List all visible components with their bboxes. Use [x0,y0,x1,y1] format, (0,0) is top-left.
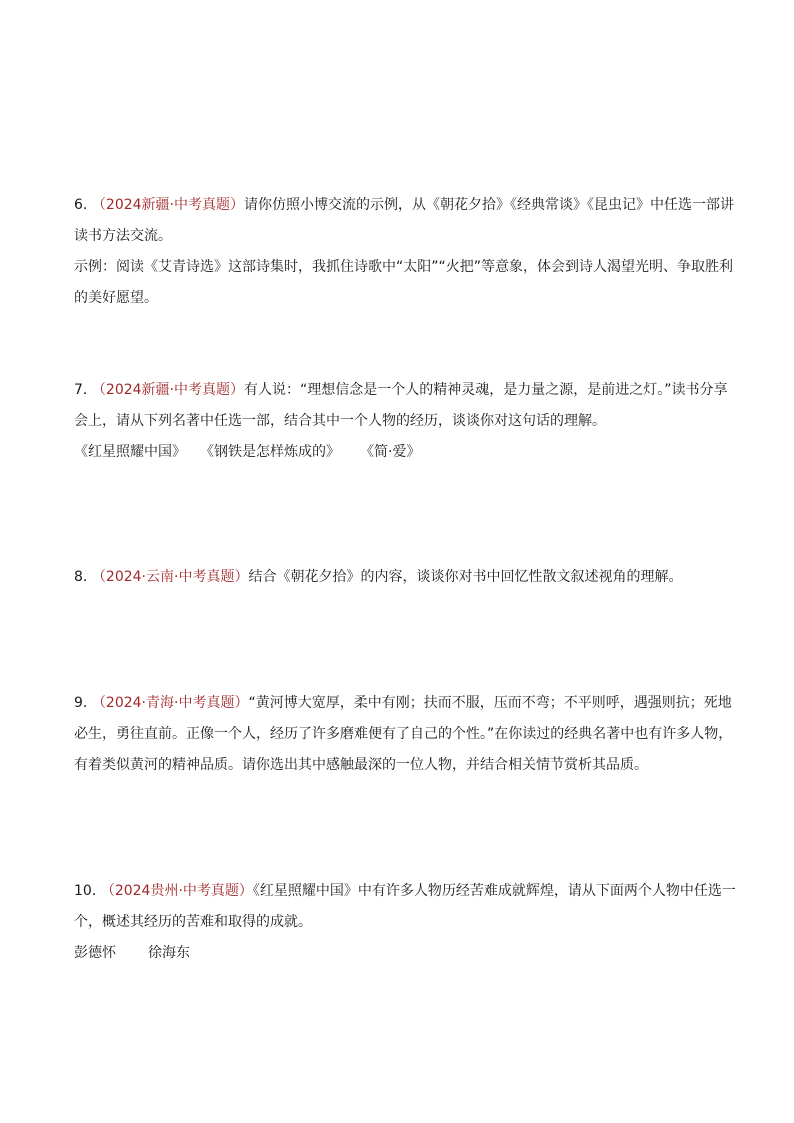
book-title: 《简·爱》 [360,444,421,460]
question-number: 6． [74,197,97,213]
question-8 [74,562,722,593]
question-source: 2024新疆·中考真题 [105,382,231,398]
person-name: 徐海东 [148,945,190,961]
person-list [74,938,722,969]
question-6-line-4: 的美好愿望。 [74,290,158,306]
book-title: 《钢铁是怎样炼成的》 [200,444,340,460]
question-text: 结合《朝花夕拾》的内容，谈谈你对书中回忆性散文叙述视角的理解。 [248,569,683,585]
question-6-line-1: 6． （2024新疆·中考真题）请你仿照小博交流的示例，从《朝花夕拾》《经典常谈》《昆虫记》中任选一部讲 [74,197,735,213]
question-number: 9． [74,695,97,711]
question-10 [74,876,736,969]
question-text: 有人说：“理想信念是一个人的精神灵魂，是力量之源，是前进之灯。”读书分享 [244,382,728,398]
question-source: 2024新疆·中考真题 [105,197,231,213]
question-source: 2024·青海·中考真题 [105,695,235,711]
question-7 [74,375,728,468]
question-8-line-1: 8． （2024·云南·中考真题）结合《朝花夕拾》的内容，谈谈你对书中回忆性散文叙述视角的理解。 [74,569,683,585]
question-text: “黄河博大宽厚，柔中有刚；扶而不服，压而不弯；不平则呼，遇强则抗；死地 [248,695,732,711]
book-list [74,437,722,468]
person-name: 彭德怀 [74,945,116,961]
question-9 [74,688,733,781]
question-number: 8． [74,569,97,585]
question-source: 2024贵州·中考真题 [114,883,239,899]
question-7-line-2: 会上，请从下列名著中任选一部，结合其中一个人物的经历，谈谈你对这句话的理解。 [74,413,606,429]
question-number: 10． [74,883,106,899]
question-source: 2024·云南·中考真题 [105,569,235,585]
question-text: 请你仿照小博交流的示例，从《朝花夕拾》《经典常谈》《昆虫记》中任选一部讲 [244,197,735,213]
question-10-line-2: 个，概述其经历的苦难和取得的成就。 [74,914,312,930]
question-10-line-1: 10． （2024贵州·中考真题）《红星照耀中国》中有许多人物历经苦难成就辉煌，请从下面两个人物中任选一 [74,883,736,899]
question-text: 《红星照耀中国》中有许多人物历经苦难成就辉煌，请从下面两个人物中任选一 [252,883,736,899]
question-6-line-2: 读书方法交流。 [74,228,172,244]
question-9-line-2: 必生，勇往直前。正像一个人，经历了许多磨难便有了自己的个性。”在你读过的经典名著中也有许多人物， [74,726,733,742]
question-9-line-1: 9． （2024·青海·中考真题）“黄河博大宽厚，柔中有刚；扶而不服，压而不弯；不平则呼，遇强则抗；死地 [74,695,732,711]
question-number: 7． [74,382,97,398]
question-6-line-3: 示例：阅读《艾青诗选》这部诗集时，我抓住诗歌中“太阳”“火把”等意象，体会到诗人渴望光明、争取胜利 [74,259,734,275]
question-6 [74,190,735,314]
book-title: 《红星照耀中国》 [74,444,186,460]
question-9-line-3: 有着类似黄河的精神品质。请你选出其中感触最深的一位人物，并结合相关情节赏析其品质。 [74,757,648,773]
question-7-line-1: 7． （2024新疆·中考真题）有人说：“理想信念是一个人的精神灵魂，是力量之源，是前进之灯。”读书分享 [74,382,728,398]
